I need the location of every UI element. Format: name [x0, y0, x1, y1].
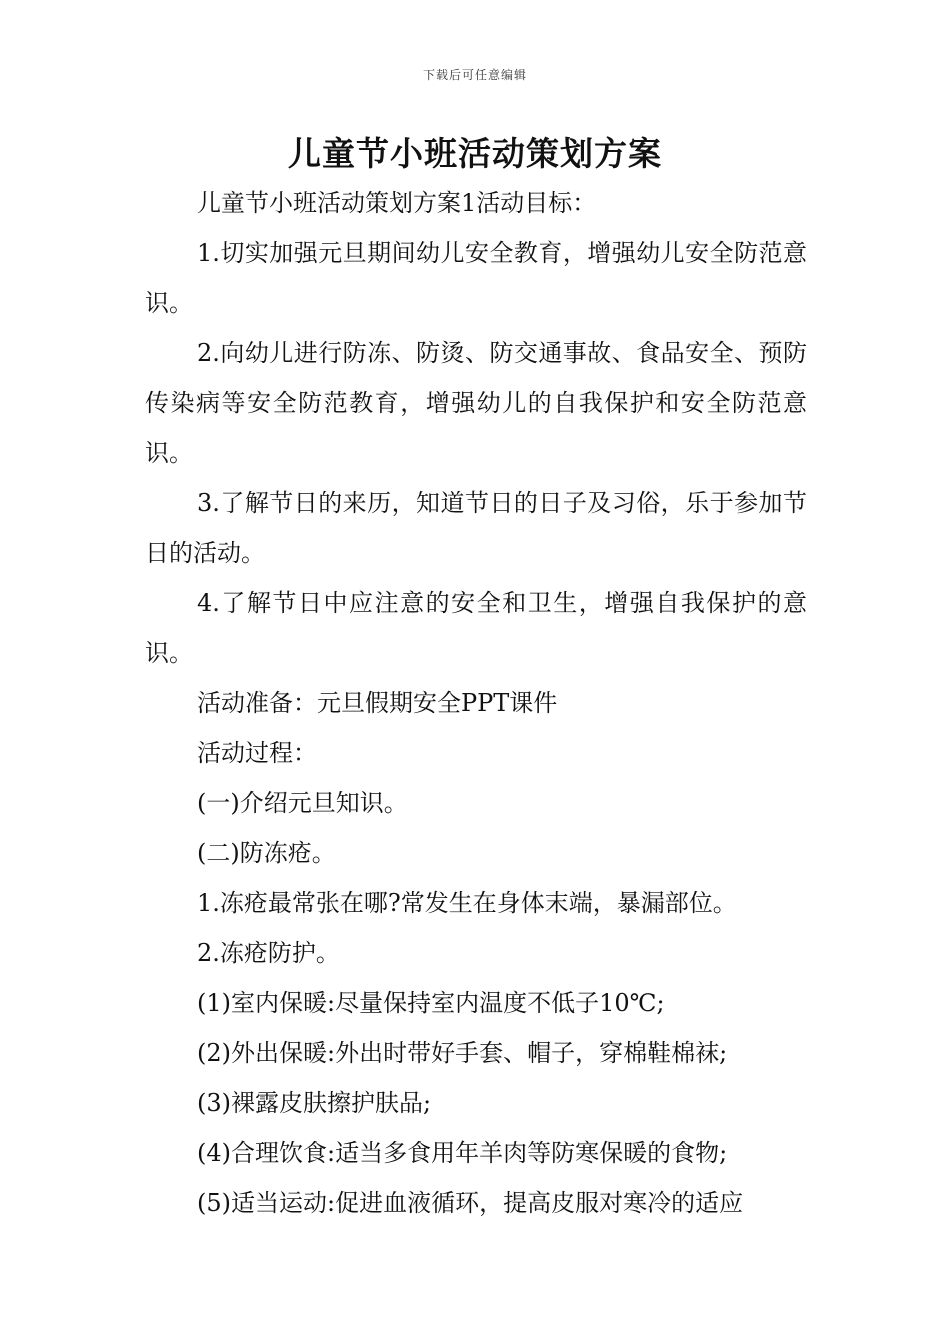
paragraph: 2.冻疮防护。 — [197, 939, 340, 967]
paragraph: 1.冻疮最常张在哪?常发生在身体末端，暴漏部位。 — [197, 889, 737, 917]
paragraph: (一)介绍元旦知识。 — [197, 789, 408, 817]
paragraph: 活动准备：元旦假期安全PPT课件 — [197, 689, 558, 717]
paragraph: (3)裸露皮肤擦护肤品; — [197, 1089, 432, 1117]
paragraph: 儿童节小班活动策划方案1活动目标： — [197, 189, 597, 217]
paragraph: 4.了解节日中应注意的安全和卫生，增强自我保护的意识。 — [145, 589, 807, 667]
paragraph: 2.向幼儿进行防冻、防烫、防交通事故、食品安全、预防传染病等安全防范教育，增强幼儿的自我保护和安全防范意识。 — [145, 339, 807, 467]
paragraph: (1)室内保暖:尽量保持室内温度不低子10℃; — [197, 989, 665, 1017]
paragraph: 1.切实加强元旦期间幼儿安全教育，增强幼儿安全防范意识。 — [145, 239, 807, 317]
document-title: 儿童节小班活动策划方案 — [288, 134, 662, 173]
header-note: 下载后可任意编辑 — [422, 68, 527, 82]
paragraph: 3.了解节日的来历，知道节日的日子及习俗，乐于参加节日的活动。 — [145, 489, 807, 567]
paragraph: (二)防冻疮。 — [197, 839, 336, 867]
paragraph: 活动过程： — [197, 739, 317, 767]
document-body — [145, 178, 807, 1228]
paragraph: (5)适当运动:促进血液循环，提高皮服对寒冷的适应 — [197, 1189, 744, 1217]
paragraph: (4)合理饮食:适当多食用年羊肉等防寒保暖的食物; — [197, 1139, 728, 1167]
paragraph: (2)外出保暖:外出时带好手套、帽子，穿棉鞋棉袜; — [197, 1039, 728, 1067]
